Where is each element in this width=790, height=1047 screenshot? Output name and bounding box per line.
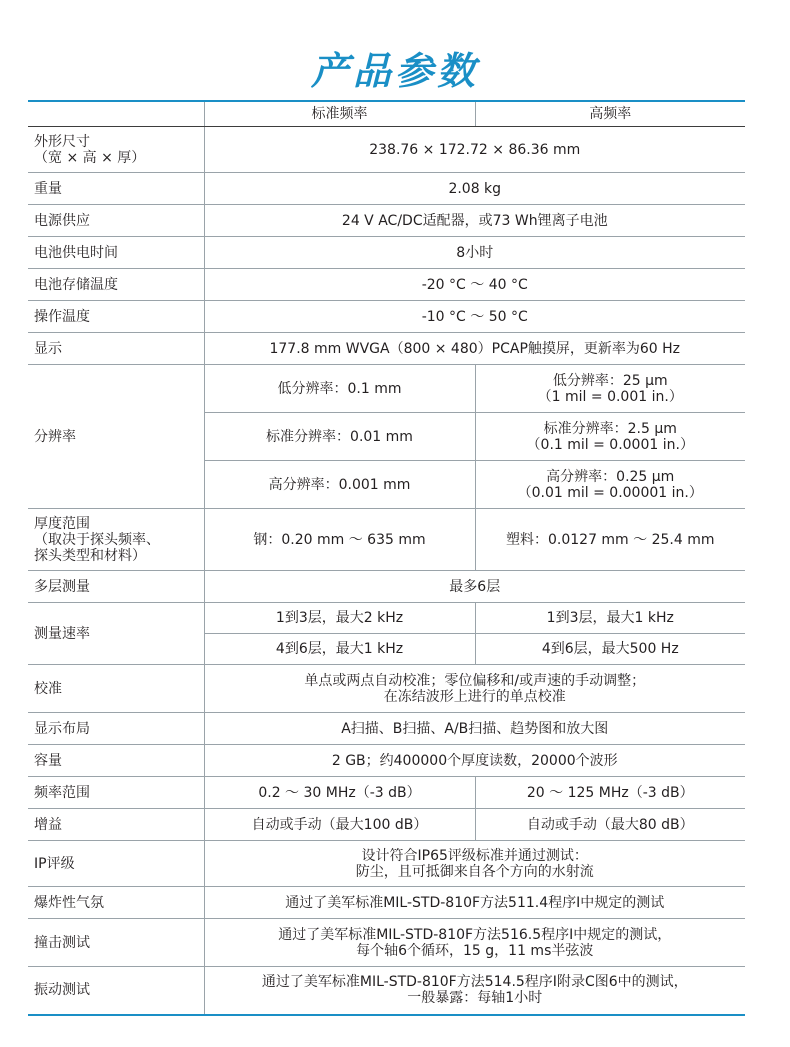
row-label-capacity: 容量 xyxy=(28,745,204,777)
row-value-weight: 2.08 kg xyxy=(204,173,745,205)
header-empty-cell xyxy=(28,101,204,127)
table-row xyxy=(28,237,745,269)
resolution-high-standard: 标准分辨率：2.5 μm （0.1 mil = 0.0001 in.） xyxy=(475,413,745,461)
table-row xyxy=(28,603,745,634)
row-label-thickness: 厚度范围 （取决于探头频率、 探头类型和材料） xyxy=(28,509,204,571)
table-row xyxy=(28,919,745,967)
row-value-shock: 通过了美军标准MIL-STD-810F方法516.5程序I中规定的测试， 每个轴6个循环，15 g，11 ms半弦波 xyxy=(204,919,745,967)
row-label-size: 外形尺寸 （宽 × 高 × 厚） xyxy=(28,127,204,173)
row-value-calibration: 单点或两点自动校准；零位偏移和/或声速的手动调整； 在冻结波形上进行的单点校准 xyxy=(204,665,745,713)
row-value-display: 177.8 mm WVGA（800 × 480）PCAP触摸屏，更新率为60 Hz xyxy=(204,333,745,365)
row-value-multilayer: 最多6层 xyxy=(204,571,745,603)
row-value-storage-temp: -20 °C ～ 40 °C xyxy=(204,269,745,301)
row-value-ip: 设计符合IP65评级标准并通过测试： 防尘，且可抵御来自各个方向的水射流 xyxy=(204,841,745,887)
rate-high-2: 4到6层，最大500 Hz xyxy=(475,634,745,665)
table-row xyxy=(28,777,745,809)
resolution-high-low: 低分辨率：25 μm （1 mil = 0.001 in.） xyxy=(475,365,745,413)
row-label-explosion: 爆炸性气氛 xyxy=(28,887,204,919)
table-row xyxy=(28,509,745,571)
row-label-battery-time: 电池供电时间 xyxy=(28,237,204,269)
row-label-calibration: 校准 xyxy=(28,665,204,713)
thickness-high: 塑料：0.0127 mm ～ 25.4 mm xyxy=(475,509,745,571)
row-label-freq-range: 频率范围 xyxy=(28,777,204,809)
row-value-vibration: 通过了美军标准MIL-STD-810F方法514.5程序I附录C图6中的测试， 一般暴露：每轴1小时 xyxy=(204,967,745,1015)
page-title: 产品参数 xyxy=(310,49,479,93)
thickness-standard: 钢：0.20 mm ～ 635 mm xyxy=(204,509,475,571)
freq-range-standard: 0.2 ～ 30 MHz（-3 dB） xyxy=(204,777,475,809)
row-value-size: 238.76 × 172.72 × 86.36 mm xyxy=(204,127,745,173)
table-row xyxy=(28,713,745,745)
table-row xyxy=(28,127,745,173)
table-row xyxy=(28,841,745,887)
row-label-weight: 重量 xyxy=(28,173,204,205)
table-row xyxy=(28,967,745,1015)
table-row xyxy=(28,269,745,301)
row-label-display: 显示 xyxy=(28,333,204,365)
row-label-layout: 显示布局 xyxy=(28,713,204,745)
row-value-explosion: 通过了美军标准MIL-STD-810F方法511.4程序I中规定的测试 xyxy=(204,887,745,919)
resolution-standard-standard: 标准分辨率：0.01 mm xyxy=(204,413,475,461)
rate-standard-2: 4到6层，最大1 kHz xyxy=(204,634,475,665)
rate-high-1: 1到3层，最大1 kHz xyxy=(475,603,745,634)
table-row xyxy=(28,333,745,365)
header-high-frequency: 高频率 xyxy=(475,101,745,127)
row-label-power: 电源供应 xyxy=(28,205,204,237)
table-row xyxy=(28,173,745,205)
table-row xyxy=(28,205,745,237)
row-value-operating-temp: -10 °C ～ 50 °C xyxy=(204,301,745,333)
table-row xyxy=(28,365,745,413)
row-value-battery-time: 8小时 xyxy=(204,237,745,269)
freq-range-high: 20 ～ 125 MHz（-3 dB） xyxy=(475,777,745,809)
header-standard-frequency: 标准频率 xyxy=(204,101,475,127)
row-value-capacity: 2 GB；约400000个厚度读数，20000个波形 xyxy=(204,745,745,777)
row-value-power: 24 V AC/DC适配器，或73 Wh锂离子电池 xyxy=(204,205,745,237)
row-value-layout: A扫描、B扫描、A/B扫描、趋势图和放大图 xyxy=(204,713,745,745)
row-label-ip: IP评级 xyxy=(28,841,204,887)
row-label-resolution: 分辨率 xyxy=(28,365,204,509)
resolution-high-high: 高分辨率：0.25 μm （0.01 mil = 0.00001 in.） xyxy=(475,461,745,509)
table-row xyxy=(28,665,745,713)
rate-standard-1: 1到3层，最大2 kHz xyxy=(204,603,475,634)
table-row xyxy=(28,301,745,333)
row-label-storage-temp: 电池存储温度 xyxy=(28,269,204,301)
resolution-standard-high: 高分辨率：0.001 mm xyxy=(204,461,475,509)
table-row xyxy=(28,887,745,919)
table-header-row xyxy=(28,101,745,127)
table-row xyxy=(28,745,745,777)
row-label-gain: 增益 xyxy=(28,809,204,841)
table-row xyxy=(28,809,745,841)
row-label-shock: 撞击测试 xyxy=(28,919,204,967)
resolution-standard-low: 低分辨率：0.1 mm xyxy=(204,365,475,413)
row-label-rate: 测量速率 xyxy=(28,603,204,665)
row-label-vibration: 振动测试 xyxy=(28,967,204,1015)
row-label-multilayer: 多层测量 xyxy=(28,571,204,603)
gain-high: 自动或手动（最大80 dB） xyxy=(475,809,745,841)
row-label-operating-temp: 操作温度 xyxy=(28,301,204,333)
spec-table xyxy=(28,100,745,1016)
gain-standard: 自动或手动（最大100 dB） xyxy=(204,809,475,841)
table-row xyxy=(28,571,745,603)
